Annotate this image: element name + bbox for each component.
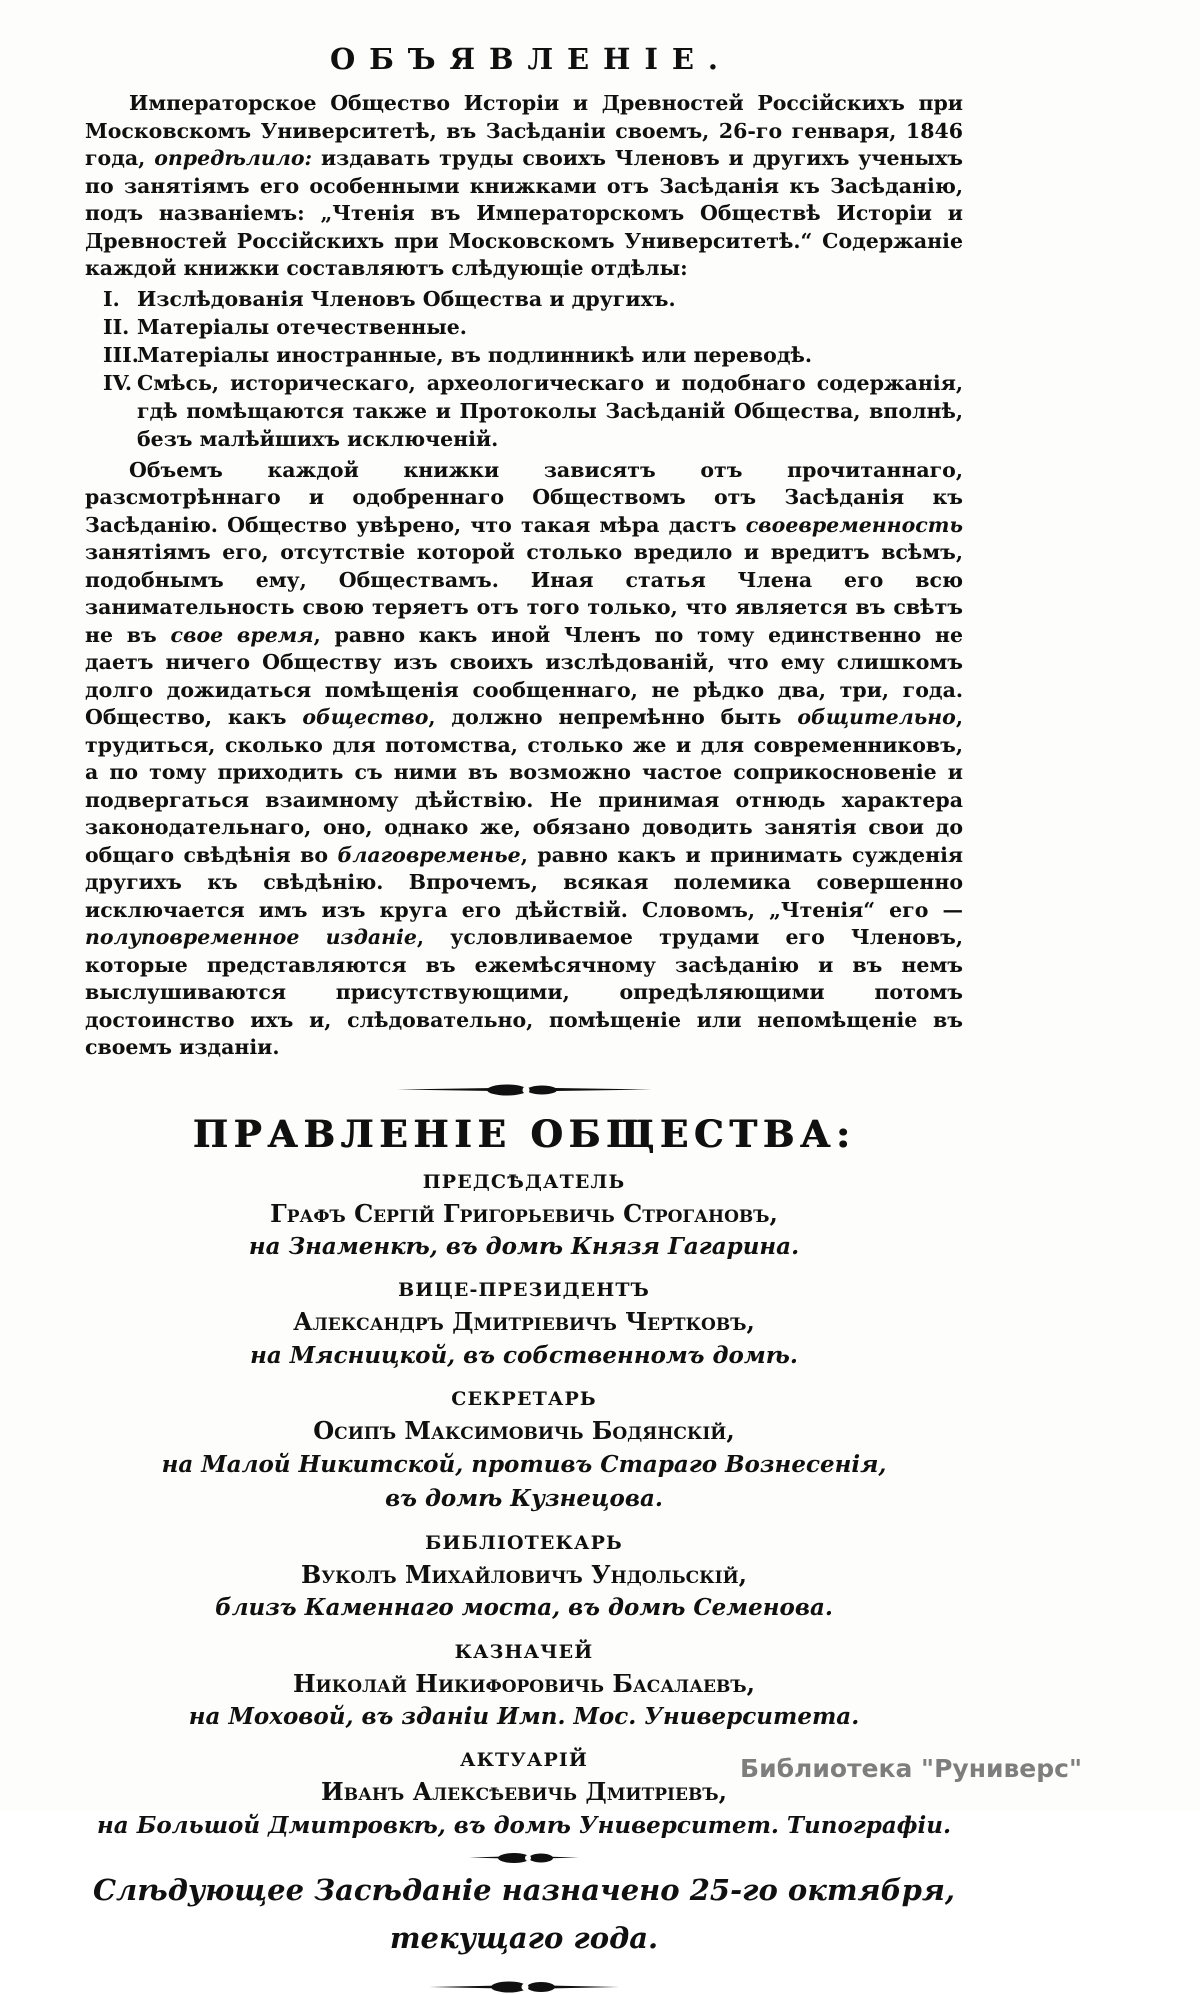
list-item-number: III.: [103, 342, 139, 367]
ornament-divider-icon: [397, 1082, 652, 1098]
officer-role: ПРЕДСѢДАТЕЛЬ: [422, 1170, 626, 1193]
announcement-title: ОБЪЯВЛЕНІЕ.: [330, 42, 732, 76]
list-item: [85, 313, 963, 341]
meeting-notice-line: текущаго года.: [389, 1921, 659, 1956]
officer-address-line: на Большой Дмитровкѣ, въ домѣ Университет. Типографіи.: [97, 1811, 951, 1839]
contents-list: [85, 285, 963, 453]
officer-role: ВИЦЕ-ПРЕЗИДЕНТЪ: [398, 1279, 650, 1302]
list-item-text: Изслѣдованія Членовъ Общества и другихъ.: [137, 286, 676, 311]
officer-name: Николай Никифоровичь Басалаевъ,: [293, 1668, 755, 1698]
ornament-divider: [85, 1851, 963, 1865]
officer-block: [85, 1641, 963, 1735]
list-item-text: Матеріалы иностранные, въ подлинникѣ или переводѣ.: [137, 342, 813, 367]
watermark: Библиотека "Руниверс": [740, 1754, 1082, 1783]
list-item-text: Смѣсь, историческаго, археологическаго и подобнаго содержанія, гдѣ помѣщаются также и Протоколы Засѣданій Общества, вполнѣ, безъ малѣйшихъ исключеній.: [137, 370, 963, 451]
officer-name: Александръ Дмитріевичъ Чертковъ,: [293, 1307, 755, 1337]
list-item: [85, 285, 963, 313]
officer-name: Вуколъ Михайловичъ Ундольскій,: [300, 1559, 748, 1589]
officer-block: [85, 1171, 963, 1265]
meeting-notice: [85, 1867, 963, 1963]
ornament-divider-icon: [469, 1851, 579, 1865]
officer-block: [85, 1279, 963, 1373]
board-heading: ПРАВЛЕНІЕ ОБЩЕСТВА:: [192, 1111, 856, 1156]
text-block: [85, 42, 963, 1995]
officer-address-line: на Моховой, въ зданіи Имп. Мос. Университета.: [188, 1702, 860, 1730]
officer-address-line: близъ Каменнаго моста, въ домѣ Семенова.: [215, 1594, 833, 1622]
list-item: [85, 369, 963, 453]
officer-name: Графъ Сергій Григорьевичь Строгановъ,: [270, 1198, 778, 1228]
officer-block: [85, 1388, 963, 1516]
meeting-notice-line: Слѣдующее Засѣданіе назначено 25-го октября,: [92, 1873, 956, 1908]
list-item-number: I.: [103, 286, 120, 311]
officer-name: Иванъ Алексѣевичь Дмитріевъ,: [321, 1777, 727, 1807]
officer-address-line: на Мясницкой, въ собственномъ домѣ.: [250, 1341, 798, 1369]
officer-address-line: на Знаменкѣ, въ домѣ Князя Гагарина.: [248, 1232, 800, 1260]
officer-address-line: въ домѣ Кузнецова.: [385, 1485, 663, 1513]
ornament-divider-icon: [429, 1979, 619, 1995]
officer-role: КАЗНАЧЕЙ: [454, 1640, 594, 1663]
officer-role: СЕКРЕТАРЬ: [451, 1388, 597, 1411]
ornament-divider: [85, 1979, 963, 1995]
officer-role: БИБЛІОТЕКАРЬ: [425, 1531, 623, 1554]
intro-paragraph: Императорское Общество Исторіи и Древностей Россійскихъ при Московскомъ Университетѣ, въ Засѣданіи своемъ, 26-го генваря, 1846 года, опредѣлило: издавать труды своихъ Членовъ и другихъ ученыхъ по занятіямъ его особенными книжками отъ Засѣданія къ Засѣданію, подъ названіемъ: „Чтенія въ Императорскомъ Обществѣ Исторіи и Древностей Россійскихъ при Московскомъ Университетѣ.“ Содержаніе каждой книжки составляютъ слѣдующіе отдѣлы:: [85, 91, 963, 280]
officer-role: АКТУАРІЙ: [459, 1749, 589, 1772]
officer-name: Осипъ Максимовичь Бодянскій,: [313, 1416, 735, 1446]
ornament-divider: [85, 1082, 963, 1098]
list-item-text: Матеріалы отечественные.: [137, 314, 467, 339]
officer-address-line: на Малой Никитской, противъ Стараго Вознесенія,: [161, 1450, 887, 1478]
list-item-number: II.: [103, 314, 130, 339]
officer-block: [85, 1532, 963, 1626]
body-paragraph: Объемъ каждой книжки зависятъ отъ прочитаннаго, разсмотрѣннаго и одобреннаго Обществомъ отъ Засѣданія къ Засѣданію. Общество увѣрено, что такая мѣра дастъ своевременность занятіямъ его, отсутствіе которой столько вредило и вредитъ всѣмъ, подобнымъ ему, Обществамъ. Иная статья Члена его всю занимательность свою теряетъ отъ того только, что является въ свѣтъ не въ свое время, равно какъ иной Членъ по тому единственно не даетъ ничего Обществу изъ своихъ изслѣдованій, что ему слишкомъ долго дожидаться помѣщенія сообщеннаго, не рѣдко два, три, года. Общество, какъ общество, должно непремѣнно быть общительно, трудиться, сколько для потомства, столько же и для современниковъ, а по тому приходить съ ними въ возможно частое соприкосновеніе и подвергаться взаимному дѣйствію. Не принимая отнюдь характера законодательнаго, оно, однако же, обязано доводить занятія свои до общаго свѣдѣнія во благовременье, равно какъ и принимать сужденія другихъ къ свѣдѣнію. Впрочемъ, всякая полемика совершенно исключается имъ изъ круга его дѣйствій. Словомъ, „Чтенія“ его — полуповременное изданіе, условливаемое трудами его Членовъ, которые представляются въ ежемѣсячному засѣданію и въ немъ выслушиваются присутствующими, опредѣляющими потомъ достоинство ихъ и, слѣдовательно, помѣщеніе или непомѣщеніе въ своемъ изданіи.: [85, 457, 964, 1059]
list-item-number: IV.: [103, 370, 133, 395]
list-item: [85, 341, 963, 369]
